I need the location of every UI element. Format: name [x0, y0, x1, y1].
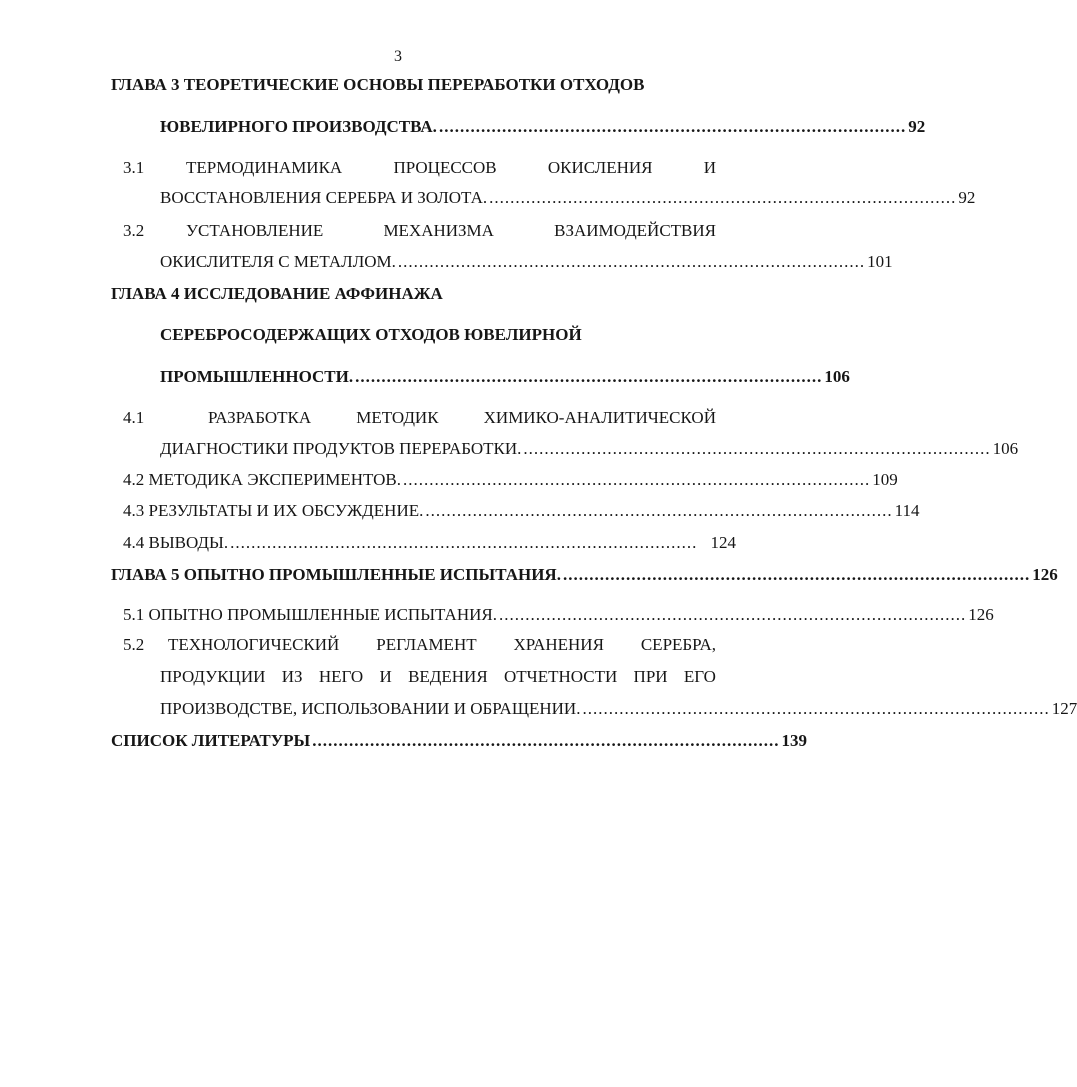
dot-leader: .........................................................................................: [355, 367, 823, 386]
toc-chapter-4-line1: ГЛАВА 4 ИССЛЕДОВАНИЕ АФФИНАЖА: [111, 284, 443, 303]
toc-section-4-3-entry[interactable]: [123, 500, 920, 522]
toc-section-5-1-title: 5.1 ОПЫТНО ПРОМЫШЛЕННЫЕ ИСПЫТАНИЯ.: [123, 605, 497, 624]
dot-leader: .........................................................................................: [438, 117, 907, 136]
dot-leader: .........................................................................................: [403, 470, 871, 489]
toc-chapter-3-page: 92: [908, 117, 926, 136]
toc-chapter-3-line1: ГЛАВА 3 ТЕОРЕТИЧЕСКИЕ ОСНОВЫ ПЕРЕРАБОТКИ ОТХОДОВ: [111, 75, 645, 94]
dot-leader: .........................................................................................: [489, 188, 957, 207]
dot-leader: .........................................................................................: [425, 501, 893, 520]
toc-section-3-1-line1: ТЕРМОДИНАМИКА ПРОЦЕССОВ ОКИСЛЕНИЯ И: [186, 158, 716, 177]
toc-section-3-1-number: 3.1: [123, 158, 145, 177]
toc-chapter-4-line2: СЕРЕБРОСОДЕРЖАЩИХ ОТХОДОВ ЮВЕЛИРНОЙ: [160, 325, 582, 344]
toc-references-title: СПИСОК ЛИТЕРАТУРЫ: [111, 731, 311, 750]
toc-section-3-2-entry[interactable]: [160, 251, 893, 273]
dot-leader: .........................................................................................: [312, 731, 780, 750]
toc-section-4-2-entry[interactable]: [123, 469, 898, 491]
toc-section-5-1-entry[interactable]: [123, 604, 994, 626]
dot-leader: .........................................................................................: [397, 252, 866, 271]
toc-section-5-2-page: 127: [1051, 699, 1077, 718]
toc-section-5-2-title: ПРОИЗВОДСТВЕ, ИСПОЛЬЗОВАНИИ И ОБРАЩЕНИИ.: [160, 699, 581, 718]
toc-chapter-5-title: ГЛАВА 5 ОПЫТНО ПРОМЫШЛЕННЫЕ ИСПЫТАНИЯ.: [111, 565, 561, 584]
toc-section-3-2-number: 3.2: [123, 221, 145, 240]
toc-chapter-3-title: ЮВЕЛИРНОГО ПРОИЗВОДСТВА.: [160, 117, 437, 136]
toc-section-3-2-title: ОКИСЛИТЕЛЯ С МЕТАЛЛОМ.: [160, 252, 396, 271]
toc-section-3-2-page: 101: [867, 252, 893, 271]
dot-leader: .........................................................................................: [230, 533, 698, 552]
page-number: 3: [394, 48, 402, 65]
toc-section-5-2-number: 5.2: [123, 635, 145, 654]
toc-section-3-2-line1: УСТАНОВЛЕНИЕ МЕХАНИЗМА ВЗАИМОДЕЙСТВИЯ: [186, 221, 716, 240]
toc-section-3-1-page: 92: [958, 188, 976, 207]
dot-leader: .........................................................................................: [523, 439, 991, 458]
toc-section-3-1-title: ВОССТАНОВЛЕНИЯ СЕРЕБРА И ЗОЛОТА.: [160, 188, 488, 207]
toc-section-4-1-number: 4.1: [123, 408, 145, 427]
toc-section-4-3-title: 4.3 РЕЗУЛЬТАТЫ И ИХ ОБСУЖДЕНИЕ.: [123, 501, 424, 520]
toc-section-4-4-page: 124: [710, 533, 736, 552]
toc-section-4-1-title: ДИАГНОСТИКИ ПРОДУКТОВ ПЕРЕРАБОТКИ.: [160, 439, 522, 458]
toc-section-4-4-title: 4.4 ВЫВОДЫ.: [123, 533, 229, 552]
toc-section-3-1-entry[interactable]: [160, 187, 976, 209]
toc-section-4-3-page: 114: [894, 501, 920, 520]
toc-references-page: 139: [781, 731, 808, 750]
toc-section-4-2-title: 4.2 МЕТОДИКА ЭКСПЕРИМЕНТОВ.: [123, 470, 402, 489]
dot-leader: .........................................................................................: [562, 565, 1031, 584]
toc-section-5-2-entry[interactable]: [160, 698, 1077, 720]
toc-chapter-5-entry[interactable]: [111, 564, 1058, 586]
toc-section-5-2-line1: ТЕХНОЛОГИЧЕСКИЙ РЕГЛАМЕНТ ХРАНЕНИЯ СЕРЕБРА,: [168, 635, 716, 654]
toc-section-4-1-line1: РАЗРАБОТКА МЕТОДИК ХИМИКО-АНАЛИТИЧЕСКОЙ: [208, 408, 716, 427]
toc-section-4-1-page: 106: [992, 439, 1019, 458]
toc-section-5-2-line2: ПРОДУКЦИИ ИЗ НЕГО И ВЕДЕНИЯ ОТЧЕТНОСТИ ПРИ ЕГО: [160, 667, 716, 686]
toc-section-4-1-entry[interactable]: [160, 438, 1019, 460]
dot-leader: .........................................................................................: [498, 605, 967, 624]
toc-chapter-4-page: 106: [824, 367, 850, 386]
dot-leader: .........................................................................................: [582, 699, 1050, 718]
toc-chapter-5-page: 126: [1032, 565, 1058, 584]
toc-section-5-1-page: 126: [968, 605, 994, 624]
toc-references-entry[interactable]: [111, 730, 808, 752]
toc-section-4-4-entry[interactable]: [123, 532, 736, 554]
toc-chapter-4-title: ПРОМЫШЛЕННОСТИ.: [160, 367, 354, 386]
toc-chapter-3-entry[interactable]: [160, 116, 926, 138]
toc-section-4-2-page: 109: [872, 470, 898, 489]
toc-chapter-4-entry[interactable]: [160, 366, 850, 388]
